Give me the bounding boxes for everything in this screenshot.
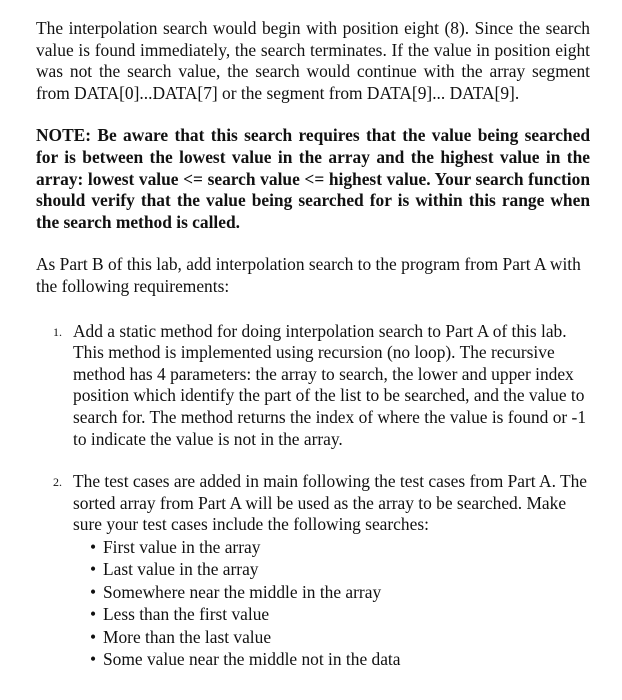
search-cases-list bbox=[73, 536, 590, 670]
bullet-icon: • bbox=[90, 604, 97, 625]
list-item bbox=[73, 536, 590, 558]
requirement-number: 2. bbox=[53, 475, 62, 490]
requirement-item bbox=[36, 471, 590, 670]
search-case-text: Less than the first value bbox=[103, 604, 270, 625]
note-paragraph: NOTE: Be aware that this search requires that the value being searched for is between the lowest value in the array and the highest value in the array: lowest value <= search value <= highest value. Your search function should verify that the value being searched for is within this range when the search method is called. bbox=[36, 125, 590, 232]
bullet-icon: • bbox=[90, 581, 97, 602]
requirement-number: 1. bbox=[53, 324, 62, 339]
intro-paragraph: The interpolation search would begin with position eight (8). Since the search value is found immediately, the search terminates. If the value in position eight was not the search value, the search would continue with the array segment from DATA[0]...DATA[7] or the segment from DATA[9]... DATA[9]. bbox=[36, 18, 590, 103]
bullet-icon: • bbox=[90, 559, 97, 580]
bullet-icon: • bbox=[90, 626, 97, 647]
requirement-text: Add a static method for doing interpolation search to Part A of this lab. This method is implemented using recursion (no loop). The recursive method has 4 parameters: the array to search, the lower and upper index position which identify the part of the list to be searched, and the value to search for. The method returns the index of where the value is found or -1 to indicate the value is not in the array. bbox=[73, 320, 587, 449]
search-case-text: Last value in the array bbox=[103, 559, 259, 580]
part-b-paragraph: As Part B of this lab, add interpolation search to the program from Part A with the following requirements: bbox=[36, 254, 581, 296]
bullet-icon: • bbox=[90, 536, 97, 557]
requirement-item bbox=[36, 321, 590, 451]
list-item bbox=[73, 558, 590, 580]
document-page bbox=[36, 18, 590, 691]
requirement-text: The test cases are added in main following the test cases from Part A. The sorted array from Part A will be used as the array to be searched. Make sure your test cases include the following searches: bbox=[73, 471, 587, 535]
search-case-text: More than the last value bbox=[103, 626, 272, 647]
requirements-list bbox=[36, 321, 590, 671]
list-item bbox=[73, 581, 590, 603]
search-case-text: Somewhere near the middle in the array bbox=[103, 581, 382, 602]
list-item bbox=[73, 648, 590, 670]
list-item bbox=[73, 626, 590, 648]
search-case-text: First value in the array bbox=[103, 536, 261, 557]
search-case-text: Some value near the middle not in the data bbox=[103, 648, 401, 669]
list-item bbox=[73, 603, 590, 625]
bullet-icon: • bbox=[90, 648, 97, 669]
